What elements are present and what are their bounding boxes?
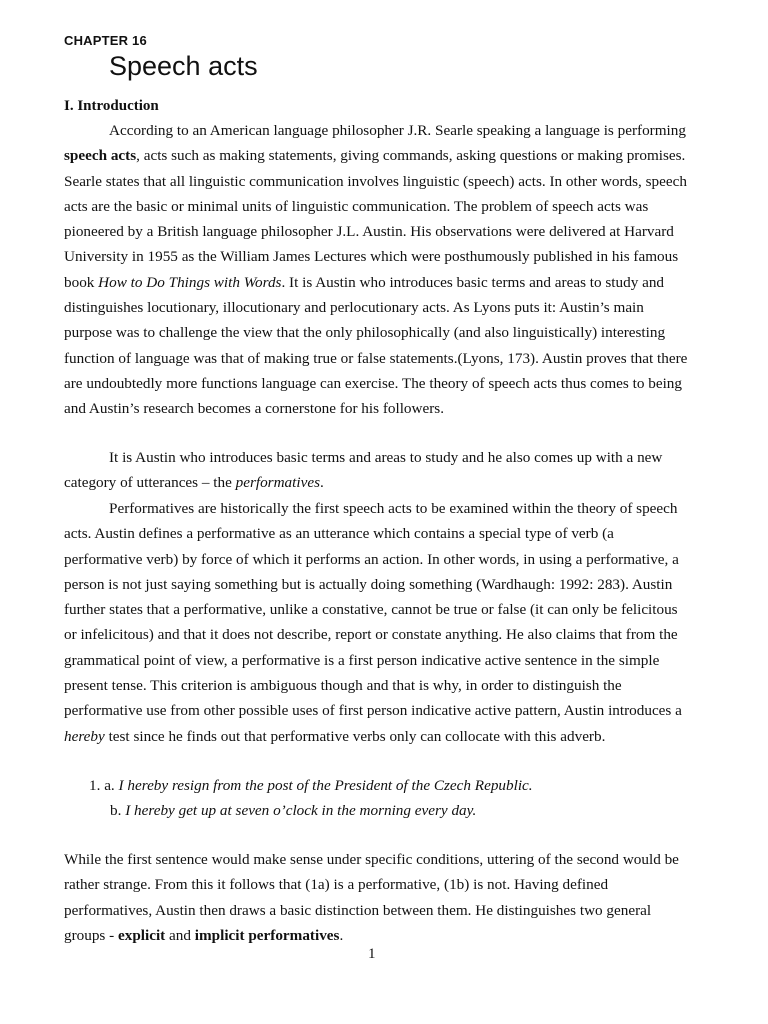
text-run: According to an American language philosopher J.R. Searle speaking a language is performing — [109, 122, 686, 139]
text-run: Performatives are historically the first speech acts to be examined within the theory of speech acts. Austin defines a performative as an utterance which contains a special type of verb (a performative verb) by force of which it performs an action. In other words, in using a performative, a person is not just saying something but is actually doing something (Wardhaugh: 1992: 283). Austin further states that a performative, unlike a constative, cannot be true or false (it can only be felicitous or infelicitous) and that it does not describe, report or constate anything. He also claims that from the grammatical point of view, a performative is a first person indicative active sentence in the simple present tense. This criterion is ambiguous though and that is why, in order to distinguish the performative use from other possible uses of first person indicative active pattern, Austin introduces a — [64, 500, 682, 720]
text-run: . It is Austin who introduces basic terms and areas to study and distinguishes locutionary, illocutionary and perlocutionary acts. As Lyons puts it: Austin’s main purpose was to challenge the view that the only philosophically (and also linguistically) interesting function of language was that of making true or false statements.(Lyons, 173). Austin proves that there are undoubtedly more functions language can exercise. The theory of speech acts thus comes to being and Austin’s research becomes a cornerstone for his followers. — [64, 273, 688, 418]
italic-term-performatives: performatives — [235, 474, 320, 492]
text-run: and — [165, 926, 195, 944]
chapter-label: CHAPTER 16 — [64, 33, 147, 48]
example-1a — [89, 773, 533, 798]
text-run: . — [320, 474, 324, 492]
page-number: 1 — [368, 946, 376, 962]
example-label: 1. a. — [89, 777, 119, 794]
example-label: b. — [110, 802, 126, 819]
text-run: It is Austin who introduces basic terms and areas to study and he also comes up with a new category of utterances – the — [64, 449, 663, 492]
paragraph-intro — [64, 118, 694, 422]
text-run: . — [339, 926, 344, 944]
example-1b — [110, 798, 476, 823]
italic-term-hereby: hereby — [64, 727, 105, 745]
paragraph-performatives-intro — [64, 445, 694, 496]
paragraph-explicit-implicit — [64, 847, 694, 948]
example-text: I hereby get up at seven o’clock in the morning every day. — [125, 802, 477, 819]
text-run: While the first sentence would make sense under specific conditions, uttering of the second would be rather strange. From this it follows that (1a) is a performative, (1b) is not. Having defined performatives, Austin then draws a basic distinction between them. He distinguishes two general groups - — [64, 851, 679, 944]
bold-term-speech-acts: speech acts — [64, 147, 137, 165]
example-text: I hereby resign from the post of the President of the Czech Republic. — [118, 777, 533, 794]
bold-term-explicit: explicit — [118, 926, 166, 944]
text-run: test since he finds out that performative verbs only can collocate with this adverb. — [104, 727, 606, 745]
bold-term-implicit-performatives: implicit performatives — [194, 926, 340, 944]
section-heading: I. Introduction — [64, 98, 159, 114]
chapter-title: Speech acts — [109, 51, 258, 81]
paragraph-performatives-definition — [64, 496, 694, 749]
book-title: How to Do Things with Words — [98, 273, 282, 291]
text-run: , acts such as making statements, giving commands, asking questions or making promises. Searle states that all linguistic communication involves linguistic (speech) acts. In other words, speech acts are the basic or minimal units of linguistic communication. The problem of speech acts was pioneered by a British language philosopher J.L. Austin. His observations were delivered at Harvard University in 1955 as the William James Lectures which were posthumously published in his famous book — [64, 147, 687, 291]
